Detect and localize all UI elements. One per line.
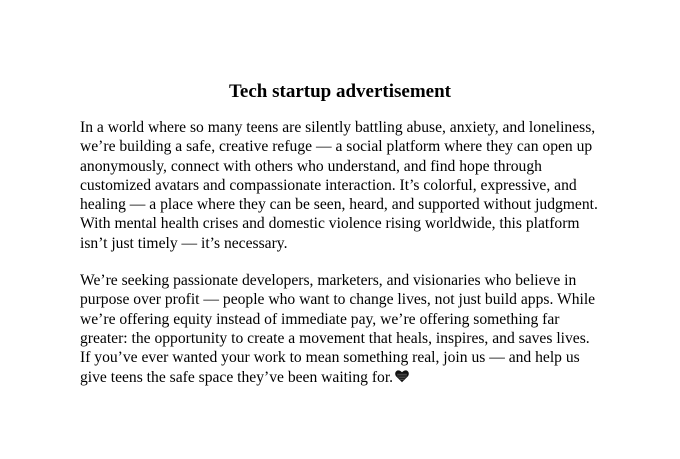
- document-body: [80, 118, 610, 388]
- document-title: Tech startup advertisement: [229, 81, 451, 102]
- text-line: In a world where so many teens are silently battling abuse, anxiety, and loneliness,: [80, 119, 596, 136]
- text-line: With mental health crises and domestic violence rising worldwide, this platform: [80, 215, 580, 233]
- text-line: anonymously, connect with others who understand, and find hope through: [80, 157, 542, 175]
- text-line: customized avatars and compassionate interaction. It’s colorful, expressive, and: [80, 176, 577, 194]
- text-line: we’re offering equity instead of immediate pay, we’re offering something far: [80, 310, 560, 328]
- text-line: isn’t just timely — it’s necessary.: [80, 234, 288, 252]
- text-line: we’re building a safe, creative refuge — a social platform where they can open up: [80, 138, 593, 156]
- text-line: greater: the opportunity to create a movement that heals, inspires, and saves lives.: [80, 329, 590, 347]
- text-line: If you’ve ever wanted your work to mean something real, join us — and help us: [80, 349, 580, 367]
- text-line-content: give teens the safe space they’ve been waiting for.: [80, 368, 394, 386]
- heart-icon: [395, 369, 409, 388]
- paragraph-call-to-action: [80, 271, 610, 388]
- text-line-last: [80, 368, 610, 388]
- text-line: purpose over profit — people who want to change lives, not just build apps. While: [80, 291, 596, 309]
- text-line: healing — a place where they can be seen, heard, and supported without judgment.: [80, 196, 598, 214]
- paragraph-mission: [80, 118, 610, 253]
- text-line: We’re seeking passionate developers, marketers, and visionaries who believe in: [80, 272, 577, 290]
